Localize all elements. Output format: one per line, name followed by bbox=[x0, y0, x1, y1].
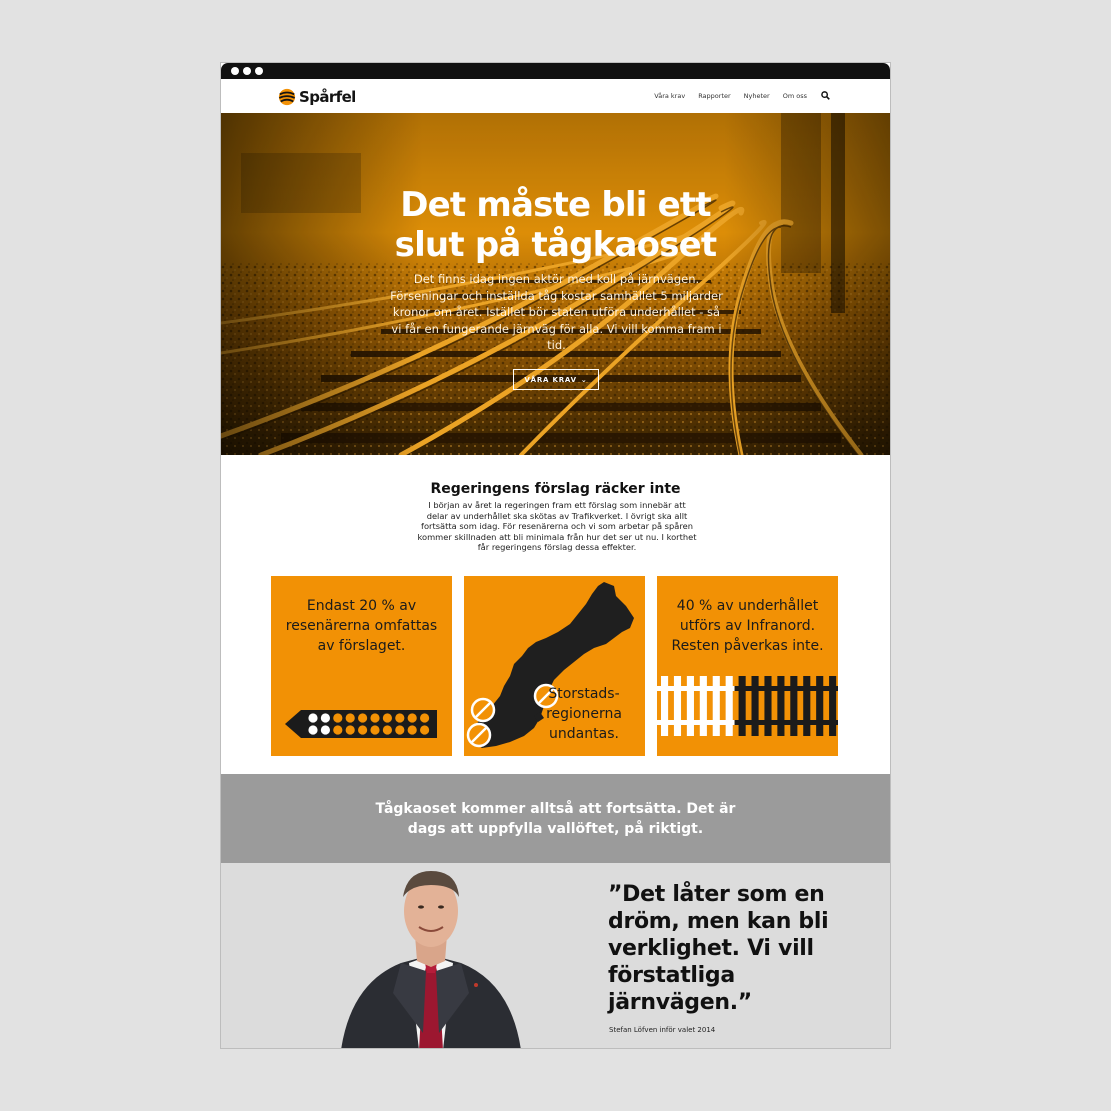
track-sleeper bbox=[764, 676, 771, 736]
railway-track-icon bbox=[657, 676, 838, 756]
card-2-line-1: Storstads- bbox=[548, 686, 620, 702]
seat-dot bbox=[370, 725, 379, 734]
seat-dot bbox=[333, 725, 342, 734]
nav-link-vara-krav[interactable]: Våra krav bbox=[654, 91, 686, 100]
track-sleeper bbox=[829, 676, 836, 736]
card-2-line-2: regionerna bbox=[546, 706, 622, 722]
seat-dot bbox=[395, 725, 404, 734]
seat-dot bbox=[308, 725, 317, 734]
vara-krav-button[interactable] bbox=[513, 369, 599, 390]
quote-section bbox=[221, 863, 890, 1049]
hero-title bbox=[221, 185, 890, 265]
track-sleeper bbox=[726, 676, 733, 736]
seat-dot bbox=[346, 725, 355, 734]
hero-body: Det finns idag ingen aktör med koll på järnvägen. Förseningar och inställda tåg kostar samhället 5 miljarder kronor om året. Istället bör staten utföra underhållet - så vi får en fungerande järnväg för alla. Vi vill komma fram i tid. bbox=[390, 272, 723, 352]
track-sleeper bbox=[713, 676, 720, 736]
card-3-text bbox=[657, 596, 838, 656]
card-1-line-3: av förslaget. bbox=[317, 638, 406, 654]
track-sleeper bbox=[674, 676, 681, 736]
seat-dot bbox=[308, 713, 317, 722]
effect-card-maintenance bbox=[657, 576, 838, 756]
card-1-text bbox=[271, 596, 452, 656]
search-icon[interactable] bbox=[821, 91, 830, 100]
seat-dot bbox=[358, 713, 367, 722]
chevron-down-icon: ⌄ bbox=[580, 375, 588, 384]
seat-dot bbox=[358, 725, 367, 734]
main-nav bbox=[641, 91, 830, 100]
site-header bbox=[221, 79, 890, 113]
track-sleeper bbox=[816, 676, 823, 736]
card-3-line-3: Resten påverkas inte. bbox=[671, 638, 824, 654]
card-3-line-1: 40 % av underhållet bbox=[676, 598, 819, 614]
nav-link-nyheter[interactable]: Nyheter bbox=[743, 91, 770, 100]
intro-title: Regeringens förslag räcker inte bbox=[430, 481, 681, 497]
window-control-minimize[interactable] bbox=[243, 67, 251, 75]
hero-title-line-2: slut på tågkaoset bbox=[394, 225, 717, 265]
seat-dot bbox=[408, 725, 417, 734]
track-sleeper bbox=[687, 676, 694, 736]
track-sleeper bbox=[803, 676, 810, 736]
track-sleeper bbox=[661, 676, 668, 736]
seat-dot bbox=[370, 713, 379, 722]
logo-wordmark: Spårfel bbox=[299, 88, 356, 106]
browser-window bbox=[220, 62, 891, 1049]
track-sleeper bbox=[752, 676, 759, 736]
seat-dot bbox=[346, 713, 355, 722]
effect-card-passengers bbox=[271, 576, 452, 756]
card-2-line-3: undantas. bbox=[549, 726, 619, 742]
portrait-photo bbox=[331, 863, 531, 1049]
nav-link-om-oss[interactable]: Om oss bbox=[782, 91, 807, 100]
window-titlebar bbox=[221, 63, 890, 79]
conclusion-band bbox=[221, 774, 890, 863]
card-3-line-2: utförs av Infranord. bbox=[679, 618, 816, 634]
seat-dot bbox=[383, 713, 392, 722]
seat-dot bbox=[383, 725, 392, 734]
intro-body: I början av året la regeringen fram ett förslag som innebär att delar av underhållet ska skötas av Trafikverket. I övrigt ska allt fortsätta som idag. För resenärerna och vi som arbetar på spåren kommer skillnaden att bli minimala från hur det ser ut nu. I korthet får regeringens förslag dessa effekter. bbox=[417, 500, 697, 552]
seat-dot bbox=[333, 713, 342, 722]
quote-author: Stefan Löfven inför valet 2014 bbox=[609, 1026, 716, 1034]
track-sleeper bbox=[777, 676, 784, 736]
seat-dot bbox=[321, 725, 330, 734]
seat-dot bbox=[395, 713, 404, 722]
window-control-close[interactable] bbox=[231, 67, 239, 75]
window-control-maximize[interactable] bbox=[255, 67, 263, 75]
seat-dot bbox=[321, 713, 330, 722]
effect-card-regions bbox=[464, 576, 645, 756]
logo-globe-icon bbox=[278, 88, 296, 106]
vara-krav-button-label: VÅRA KRAV bbox=[524, 375, 577, 384]
seat-dot bbox=[408, 713, 417, 722]
hero-title-line-1: Det måste bli ett bbox=[400, 185, 711, 225]
track-sleeper bbox=[790, 676, 797, 736]
quote-text: ”Det låter som en dröm, men kan bli verklighet. Vi vill förstatliga järnvägen.” bbox=[608, 882, 829, 1015]
card-1-line-1: Endast 20 % av bbox=[306, 598, 417, 614]
seat-dot bbox=[420, 725, 429, 734]
card-2-text bbox=[519, 684, 645, 744]
track-sleeper bbox=[700, 676, 707, 736]
card-1-line-2: resenärerna omfattas bbox=[285, 618, 438, 634]
seat-dot bbox=[420, 713, 429, 722]
train-seats-icon bbox=[283, 706, 439, 742]
site-logo[interactable] bbox=[278, 87, 356, 107]
conclusion-text: Tågkaoset kommer alltså att fortsätta. Det är dags att uppfylla vallöftet, på riktigt. bbox=[375, 800, 736, 837]
track-sleeper bbox=[739, 676, 746, 736]
nav-link-rapporter[interactable]: Rapporter bbox=[698, 91, 731, 100]
hero-section bbox=[221, 113, 890, 455]
